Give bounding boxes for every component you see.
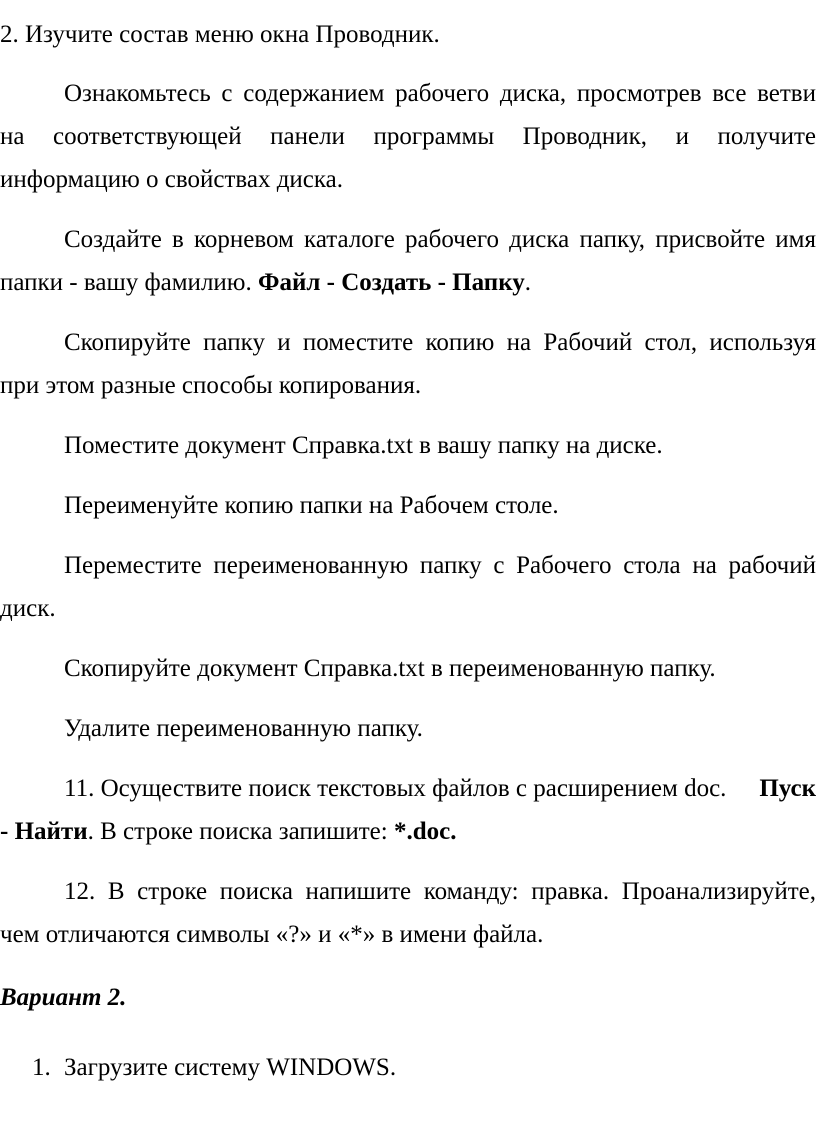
paragraph-line: Скопируйте папку и поместите копию на Рабочий стол, используя	[64, 329, 816, 356]
paragraph-line	[64, 774, 816, 804]
list-item-number: 1.	[32, 1054, 51, 1081]
paragraph-line: 12. В строке поиска напишите команду: правка. Проанализируйте,	[64, 878, 816, 905]
paragraph-line	[0, 268, 531, 298]
paragraph-line: информацию о свойствах диска.	[0, 166, 344, 193]
paragraph-line: Переместите переименованную папку с Рабочего стола на рабочий	[64, 552, 816, 579]
paragraph-line: Скопируйте документ Справка.txt в переименованную папку.	[64, 655, 716, 682]
paragraph-text: папки - вашу фамилию.	[0, 269, 258, 296]
paragraph-text: .	[524, 269, 532, 296]
paragraph-line: чем отличаются символы «?» и «*» в имени файла.	[0, 921, 544, 948]
menu-path-bold: - Найти	[0, 818, 88, 845]
search-mask-bold: *.doc.	[393, 818, 457, 845]
paragraph-line: диск.	[0, 595, 56, 622]
paragraph-line: Переименуйте копию папки на Рабочем столе.	[64, 492, 559, 519]
paragraph-line: Удалите переименованную папку.	[64, 715, 423, 742]
menu-path-bold: Файл - Создать - Папку	[257, 269, 525, 296]
paragraph-text: . В строке поиска запишите:	[87, 818, 394, 845]
task-2-heading: 2. Изучите состав меню окна Проводник.	[0, 21, 440, 48]
variant-heading: Вариант 2.	[0, 984, 127, 1011]
menu-path-bold: Пуск	[759, 775, 816, 802]
paragraph-line: Поместите документ Справка.txt в вашу папку на диске.	[64, 432, 663, 459]
list-item-text: Загрузите систему WINDOWS.	[64, 1054, 397, 1081]
paragraph-line: при этом разные способы копирования.	[0, 372, 422, 399]
paragraph-text: 11. Осуществите поиск текстовых файлов с расширением doc.	[64, 775, 727, 802]
paragraph-line: Ознакомьтесь с содержанием рабочего диска, просмотрев все ветви	[64, 80, 816, 107]
paragraph-line: на соответствующей панели программы Проводник, и получите	[0, 123, 816, 150]
paragraph-line	[0, 817, 456, 847]
paragraph-line: Создайте в корневом каталоге рабочего диска папку, присвойте имя	[64, 226, 816, 253]
